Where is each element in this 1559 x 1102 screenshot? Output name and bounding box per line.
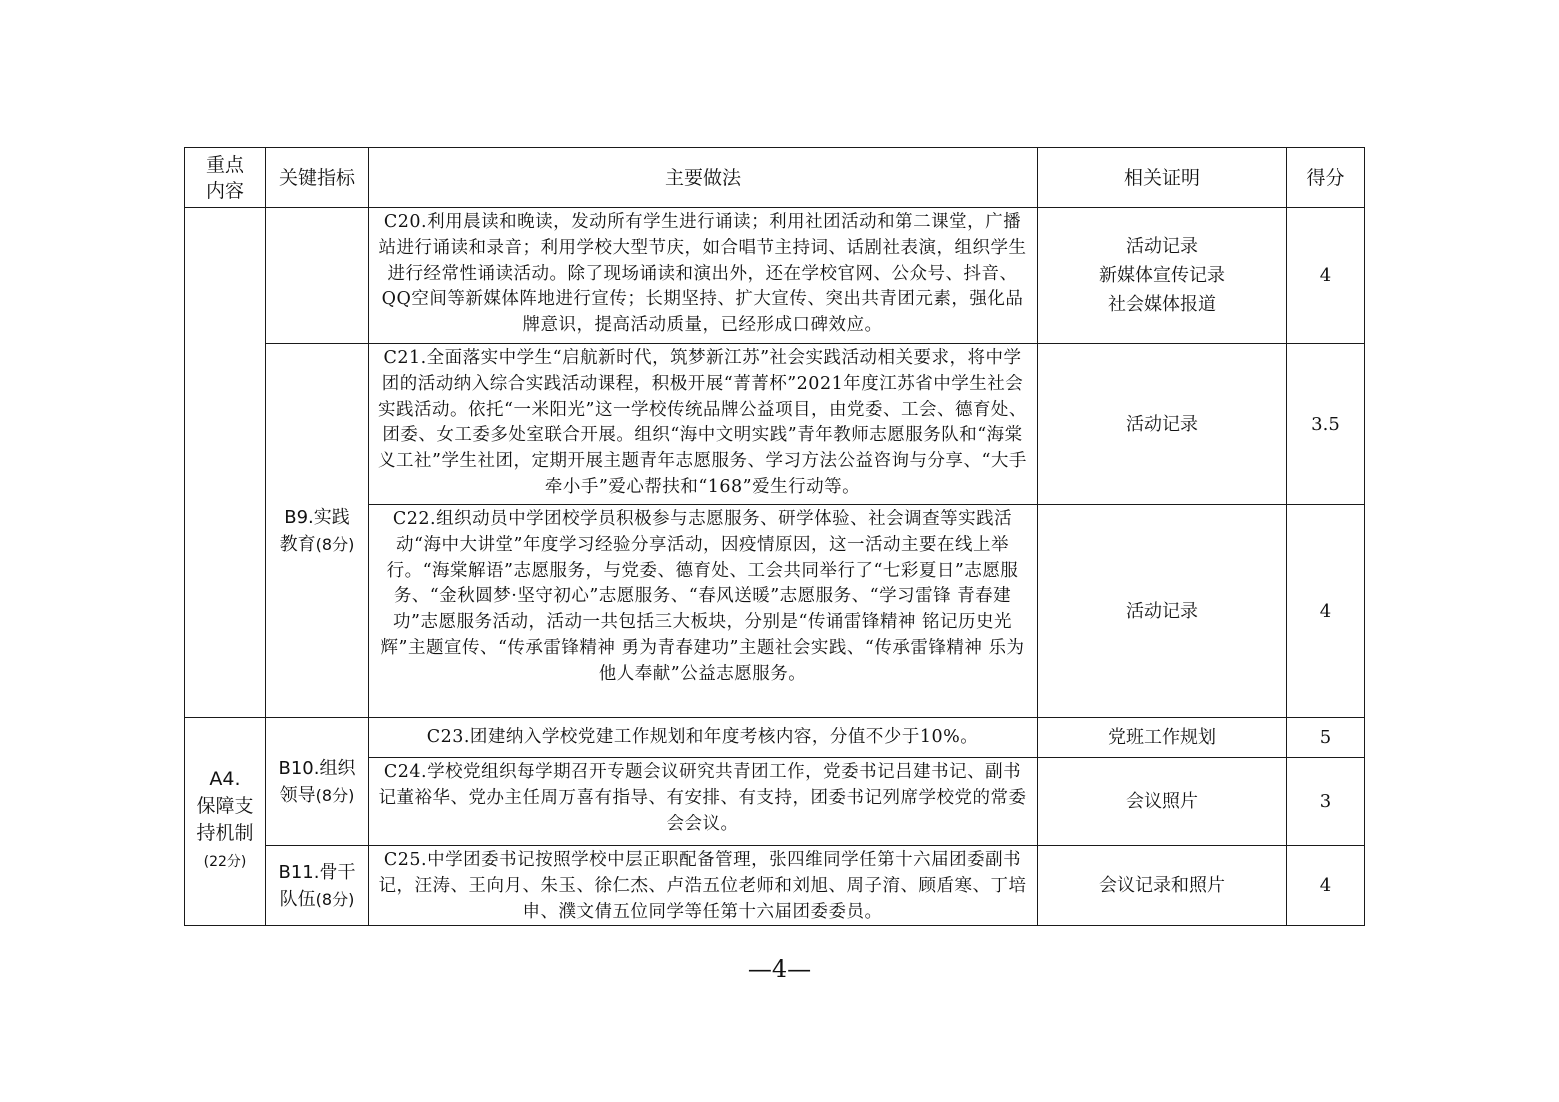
evidence-item: 新媒体宣传记录 bbox=[1099, 265, 1225, 286]
score-cell: 3 bbox=[1287, 758, 1365, 846]
practice-cell: C24.学校党组织每学期召开专题会议研究共青团工作，党委书记吕建书记、副书记董裕华、党办主任周万喜有指导、有安排、有支持，团委书记列席学校党的常委会会议。 bbox=[369, 758, 1038, 846]
indicator-b10-points: (8分) bbox=[315, 785, 355, 805]
table-row bbox=[185, 718, 1365, 758]
indicator-b9-line1: B9.实践 bbox=[284, 506, 350, 528]
key-content-a4-points: (22分) bbox=[203, 854, 247, 871]
indicator-b10-line2 bbox=[266, 782, 368, 809]
key-content-a4-line3: 持机制 bbox=[196, 822, 254, 845]
score-cell: 5 bbox=[1287, 718, 1365, 758]
key-content-a4-line1: A4. bbox=[209, 768, 241, 791]
practice-cell: C20.利用晨读和晚读，发动所有学生进行诵读；利用社团活动和第二课堂，广播站进行诵读和录音；利用学校大型节庆，如合唱节主持词、话剧社表演，组织学生进行经常性诵读活动。除了现场诵读和演出外，还在学校官网、公众号、抖音、QQ空间等新媒体阵地进行宣传；长期坚持、扩大宣传、突出共青团元素，强化品牌意识，提高活动质量，已经形成口碑效应。 bbox=[369, 208, 1038, 344]
evidence-item: 社会媒体报道 bbox=[1108, 294, 1216, 315]
indicator-b11 bbox=[266, 846, 369, 926]
header-indicator: 关键指标 bbox=[266, 148, 369, 208]
score-cell: 4 bbox=[1287, 208, 1365, 344]
evidence-cell bbox=[1038, 846, 1287, 926]
evidence-item: 会议记录和照片 bbox=[1099, 875, 1225, 897]
indicator-b11-points: (8分) bbox=[315, 889, 355, 909]
evidence-item: 活动记录 bbox=[1126, 413, 1198, 435]
header-evidence: 相关证明 bbox=[1038, 148, 1287, 208]
header-key-content-line1: 重点 bbox=[205, 153, 244, 176]
evidence-cell bbox=[1038, 718, 1287, 758]
indicator-b11-label: 队伍 bbox=[279, 888, 316, 910]
table-row bbox=[185, 846, 1365, 926]
score-cell: 3.5 bbox=[1287, 344, 1365, 505]
evidence-cell bbox=[1038, 758, 1287, 846]
practice-cell: C22.组织动员中学团校学员积极参与志愿服务、研学体验、社会调查等实践活动“海中大讲堂”年度学习经验分享活动，因疫情原因，这一活动主要在线上举行。“海棠解语”志愿服务，与党委、德育处、工会共同举行了“七彩夏日”志愿服务、“金秋圆梦·坚守初心”志愿服务、“春风送暖”志愿服务、“学习雷锋 青春建功”志愿服务活动，活动一共包括三大板块，分别是“传诵雷锋精神 铭记历史光辉”主题宣传、“传承雷锋精神 勇为青春建功”主题社会实践、“传承雷锋精神 乐为他人奉献”公益志愿服务。 bbox=[369, 505, 1038, 718]
evidence-cell bbox=[1038, 344, 1287, 505]
practice-cell: C25.中学团委书记按照学校中层正职配备管理，张四维同学任第十六届团委副书记，汪涛、王向月、朱玉、徐仁杰、卢浩五位老师和刘旭、周子淯、顾盾寒、丁培申、濮文倩五位同学等任第十六届团委委员。 bbox=[369, 846, 1038, 926]
header-key-content-line2: 内容 bbox=[205, 179, 244, 202]
evidence-cell bbox=[1038, 505, 1287, 718]
indicator-b9-points: (8分) bbox=[315, 534, 355, 554]
score-cell: 4 bbox=[1287, 505, 1365, 718]
table-row bbox=[185, 344, 1365, 505]
evidence-item: 党班工作规划 bbox=[1108, 727, 1216, 748]
header-key-content bbox=[185, 148, 266, 208]
header-row bbox=[185, 148, 1365, 208]
indicator-b10-line1: B10.组织 bbox=[278, 757, 356, 779]
practice-cell: C23.团建纳入学校党建工作规划和年度考核内容，分值不少于10%。 bbox=[369, 718, 1038, 758]
evidence-item: 会议照片 bbox=[1126, 791, 1198, 812]
header-score: 得分 bbox=[1287, 148, 1365, 208]
key-content-cell-empty bbox=[185, 208, 266, 718]
indicator-cell-empty bbox=[266, 208, 369, 344]
indicator-b9-label: 教育 bbox=[279, 533, 316, 555]
indicator-b9 bbox=[266, 344, 369, 718]
indicator-b10 bbox=[266, 718, 369, 846]
key-content-a4-line2: 保障支 bbox=[196, 795, 254, 818]
indicator-b11-line2 bbox=[266, 886, 368, 913]
header-practice: 主要做法 bbox=[369, 148, 1038, 208]
page-number: —4— bbox=[747, 955, 812, 983]
evaluation-table bbox=[184, 147, 1365, 926]
indicator-b10-label: 领导 bbox=[279, 784, 316, 806]
table-row bbox=[185, 208, 1365, 344]
score-cell: 4 bbox=[1287, 846, 1365, 926]
key-content-a4 bbox=[185, 718, 266, 926]
evidence-item: 活动记录 bbox=[1126, 236, 1198, 257]
practice-cell: C21.全面落实中学生“启航新时代，筑梦新江苏”社会实践活动相关要求，将中学团的活动纳入综合实践活动课程，积极开展“菁菁杯”2021年度江苏省中学生社会实践活动。依托“一米阳光”这一学校传统品牌公益项目，由党委、工会、德育处、团委、女工委多处室联合开展。组织“海中文明实践”青年教师志愿服务队和“海棠义工社”学生社团，定期开展主题青年志愿服务、学习方法公益咨询与分享、“大手牵小手”爱心帮扶和“168”爱生行动等。 bbox=[369, 344, 1038, 505]
evidence-item: 活动记录 bbox=[1126, 600, 1198, 622]
evidence-cell bbox=[1038, 208, 1287, 344]
indicator-b9-line2 bbox=[266, 531, 368, 558]
indicator-b11-line1: B11.骨干 bbox=[278, 861, 356, 883]
